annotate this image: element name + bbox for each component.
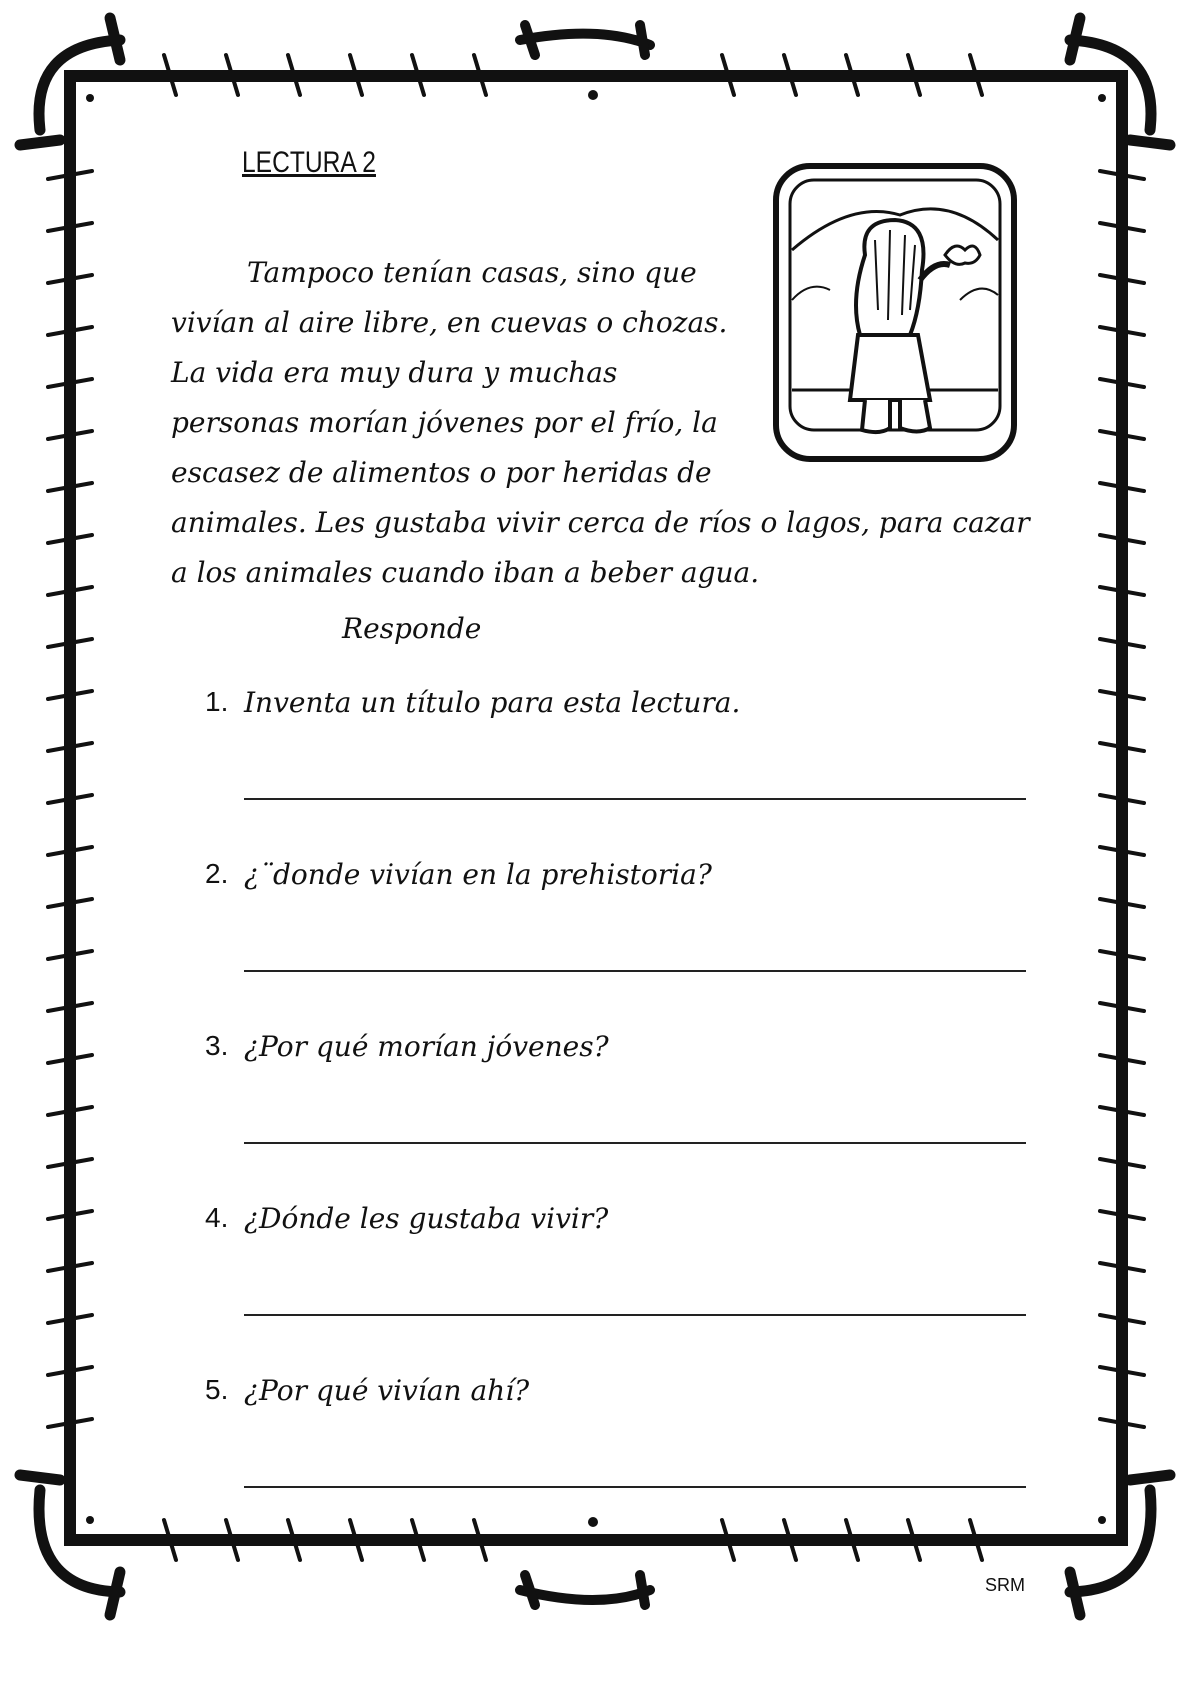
question-item: [205, 858, 1025, 1030]
question-number: 4.: [205, 1202, 229, 1233]
reading-line: La vida era muy dura y muchas: [171, 356, 618, 389]
question-item: [205, 1030, 1025, 1202]
author-signature: SRM: [985, 1575, 1025, 1595]
border-ornament-top: [520, 25, 650, 55]
answer-line[interactable]: [244, 1142, 1026, 1144]
question-number: 5.: [205, 1374, 229, 1405]
answer-line[interactable]: [244, 1314, 1026, 1316]
border-dot-tr: [1098, 94, 1106, 102]
question-item: [205, 1374, 1025, 1546]
question-item: [205, 686, 1025, 858]
question-text: ¿Dónde les gustaba vivir?: [244, 1202, 609, 1235]
question-text: ¿Por qué vivían ahí?: [244, 1374, 530, 1407]
question-number: 2.: [205, 858, 229, 889]
question-text: Inventa un título para esta lectura.: [244, 686, 741, 719]
border-dot-bl: [86, 1516, 94, 1524]
answer-line[interactable]: [244, 1486, 1026, 1488]
reading-line: a los animales cuando iban a beber agua.: [171, 556, 760, 589]
responde-label: Responde: [342, 612, 482, 645]
reading-line: Tampoco tenían casas, sino que: [247, 256, 697, 289]
answer-line[interactable]: [244, 970, 1026, 972]
question-list: [205, 686, 1025, 1546]
reading-line: animales. Les gustaba vivir cerca de ríos o lagos, para cazar: [171, 506, 1030, 539]
reading-line: vivían al aire libre, en cuevas o chozas.: [171, 306, 728, 339]
question-text: ¿¨donde vivían en la prehistoria?: [244, 858, 712, 891]
cave-painter-illustration: [770, 160, 1020, 465]
border-dot-br: [1098, 1516, 1106, 1524]
reading-line: personas morían jóvenes por el frío, la: [171, 406, 718, 439]
question-item: [205, 1202, 1025, 1374]
border-dot-tl: [86, 94, 94, 102]
answer-line[interactable]: [244, 798, 1026, 800]
page-title: LECTURA 2: [242, 146, 376, 179]
question-number: 3.: [205, 1030, 229, 1061]
reading-line: escasez de alimentos o por heridas de: [171, 456, 712, 489]
border-dot-top: [588, 90, 598, 100]
question-text: ¿Por qué morían jóvenes?: [244, 1030, 609, 1063]
border-ornament-bottom: [520, 1575, 650, 1605]
question-number: 1.: [205, 686, 229, 717]
